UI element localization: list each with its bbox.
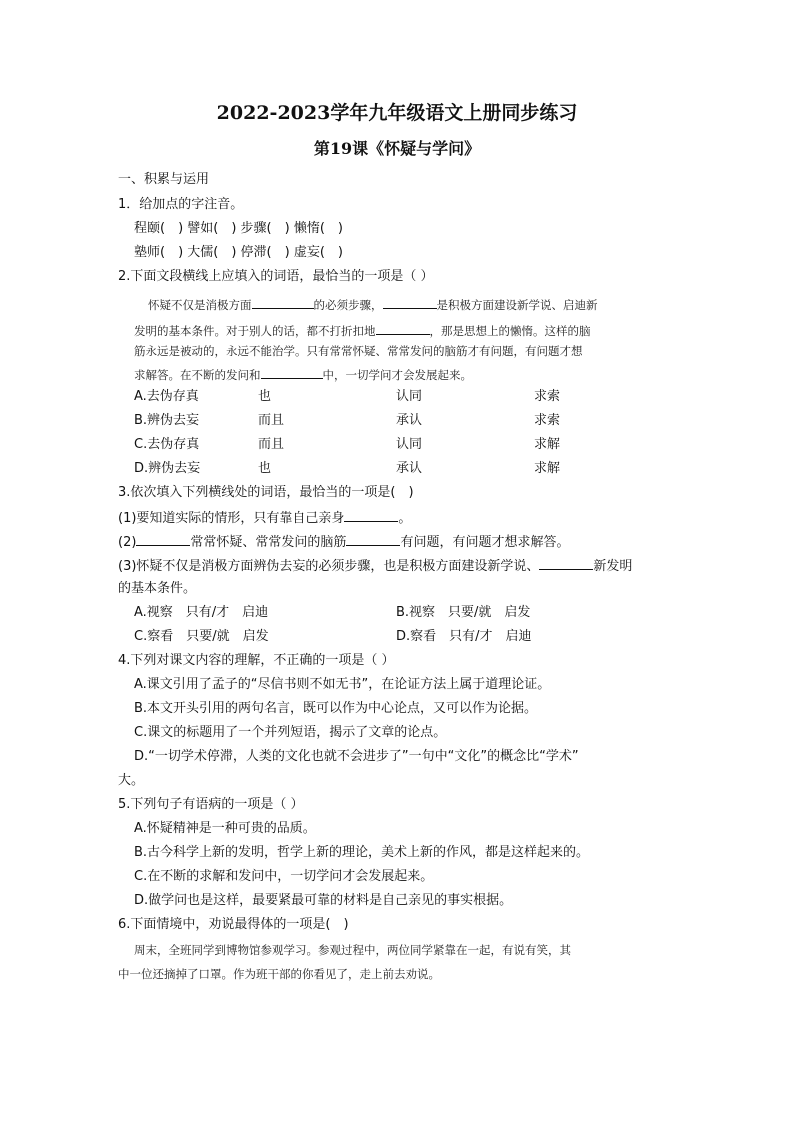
sentence-text: (3)怀疑不仅是消极方面辨伪去妄的必须步骤，也是积极方面建设新学说、 <box>118 559 540 574</box>
option-a-word-1[interactable]: A.去伪存真 <box>134 389 199 404</box>
passage-text: 求解答。在不断的发问和 <box>134 368 261 382</box>
question-1-row-1: 程颐( ) 譬如( ) 步骤( ) 懒惰( ) <box>134 221 343 236</box>
question-4-option-c[interactable]: C.课文的标题用了一个并列短语，揭示了文章的论点。 <box>134 725 447 740</box>
question-1-row-2: 塾师( ) 大儒( ) 停滞( ) 虚妄( ) <box>134 245 343 260</box>
question-3-stem: 3.依次填入下列横线处的词语，最恰当的一项是( ) <box>118 485 414 500</box>
question-2-passage-line-3: 筋永远是被动的，永远不能治学。只有常常怀疑、常常发问的脑筋才有问题，有问题才想 <box>134 344 583 358</box>
question-3-option-a[interactable]: A.视察 只有/才 启迪 <box>134 605 269 620</box>
question-5-option-c[interactable]: C.在不断的求解和发问中，一切学问才会发展起来。 <box>134 869 434 884</box>
section-heading: 一、积累与运用 <box>118 172 210 187</box>
option-d-word-3: 承认 <box>396 461 423 476</box>
question-3-sentence-3-cont: 的基本条件。 <box>118 581 197 596</box>
sentence-text: 。 <box>398 511 412 526</box>
question-4-option-a[interactable]: A.课文引用了孟子的“尽信书则不如无书”，在论证方法上属于道理论证。 <box>134 677 551 692</box>
page-title: 2022-2023学年九年级语文上册同步练习 <box>216 102 578 124</box>
fill-blank[interactable] <box>252 295 314 309</box>
option-c-word-3: 认同 <box>396 437 423 452</box>
sentence-text: (2) <box>118 535 137 550</box>
question-5-stem: 5.下列句子有语病的一项是（ ） <box>118 797 304 812</box>
passage-text: 是积极方面建设新学说、启迪新 <box>436 298 598 312</box>
sentence-text: 有问题，有问题才想求解答。 <box>400 535 570 550</box>
sentence-text: (1)要知道实际的情形，只有靠自己亲身 <box>118 511 345 526</box>
option-c-word-1[interactable]: C.去伪存真 <box>134 437 200 452</box>
question-4-stem: 4.下列对课文内容的理解，不正确的一项是（ ） <box>118 653 395 668</box>
option-b-word-4: 求索 <box>534 413 561 428</box>
question-5-option-d[interactable]: D.做学问也是这样，最要紧最可靠的材料是自己亲见的事实根据。 <box>134 893 513 908</box>
question-4-option-d-cont: 大。 <box>118 773 145 788</box>
question-3-sentence-2 <box>118 532 569 552</box>
passage-text: 发明的基本条件。对于别人的话，都不打折扣地 <box>134 324 376 338</box>
question-2-passage-line-1 <box>148 295 598 313</box>
fill-blank[interactable] <box>261 365 323 379</box>
passage-text: 中，一切学问才会发展起来。 <box>322 368 472 382</box>
lesson-subtitle: 第19课《怀疑与学问》 <box>313 139 481 158</box>
question-3-option-d[interactable]: D.察看 只有/才 启迪 <box>396 629 532 644</box>
option-d-word-4: 求解 <box>534 461 561 476</box>
option-d-word-2: 也 <box>258 461 272 476</box>
option-c-word-4: 求解 <box>534 437 561 452</box>
option-b-word-2: 而且 <box>258 413 285 428</box>
fill-blank[interactable] <box>136 532 190 546</box>
question-6-stem: 6.下面情境中，劝说最得体的一项是( ) <box>118 917 349 932</box>
question-4-option-d[interactable]: D.“一切学术停滞，人类的文化也就不会进步了”一句中“文化”的概念比“学术” <box>134 749 579 764</box>
question-4-option-b[interactable]: B.本文开头引用的两句名言，既可以作为中心论点，又可以作为论据。 <box>134 701 538 716</box>
option-a-word-2: 也 <box>258 389 272 404</box>
question-5-option-a[interactable]: A.怀疑精神是一种可贵的品质。 <box>134 821 316 836</box>
question-6-passage-line-1: 周末，全班同学到博物馆参观学习。参观过程中，两位同学紧靠在一起，有说有笑，其 <box>134 943 571 957</box>
question-3-option-b[interactable]: B.视察 只要/就 启发 <box>396 605 531 620</box>
question-2-passage-line-4 <box>134 365 472 383</box>
option-a-word-4: 求索 <box>534 389 561 404</box>
option-b-word-1[interactable]: B.辨伪去妄 <box>134 413 200 428</box>
fill-blank[interactable] <box>539 556 593 570</box>
sentence-text: 常常怀疑、常常发问的脑筋 <box>190 535 347 550</box>
question-3-sentence-3 <box>118 556 632 576</box>
sentence-text: 新发明 <box>593 559 633 574</box>
question-2-stem: 2.下面文段横线上应填入的词语，最恰当的一项是（ ） <box>118 269 434 284</box>
question-3-option-c[interactable]: C.察看 只要/就 启发 <box>134 629 269 644</box>
passage-text: 怀疑不仅是消极方面 <box>148 298 252 312</box>
question-1-stem: 1．给加点的字注音。 <box>118 197 244 212</box>
passage-text: 的必须步骤， <box>313 298 383 312</box>
option-c-word-2: 而且 <box>258 437 285 452</box>
option-a-word-3: 认同 <box>396 389 423 404</box>
option-b-word-3: 承认 <box>396 413 423 428</box>
question-3-sentence-1 <box>118 508 411 528</box>
question-2-passage-line-2 <box>134 321 591 339</box>
fill-blank[interactable] <box>344 508 398 522</box>
passage-text: ，那是思想上的懒惰。这样的脑 <box>429 324 591 338</box>
fill-blank[interactable] <box>346 532 400 546</box>
fill-blank[interactable] <box>383 295 437 309</box>
question-6-passage-line-2: 中一位还摘掉了口罩。作为班干部的你看见了，走上前去劝说。 <box>118 967 440 981</box>
fill-blank[interactable] <box>376 321 430 335</box>
question-5-option-b[interactable]: B.古今科学上新的发明，哲学上新的理论，美术上新的作风，都是这样起来的。 <box>134 845 590 860</box>
option-d-word-1[interactable]: D.辨伪去妄 <box>134 461 201 476</box>
